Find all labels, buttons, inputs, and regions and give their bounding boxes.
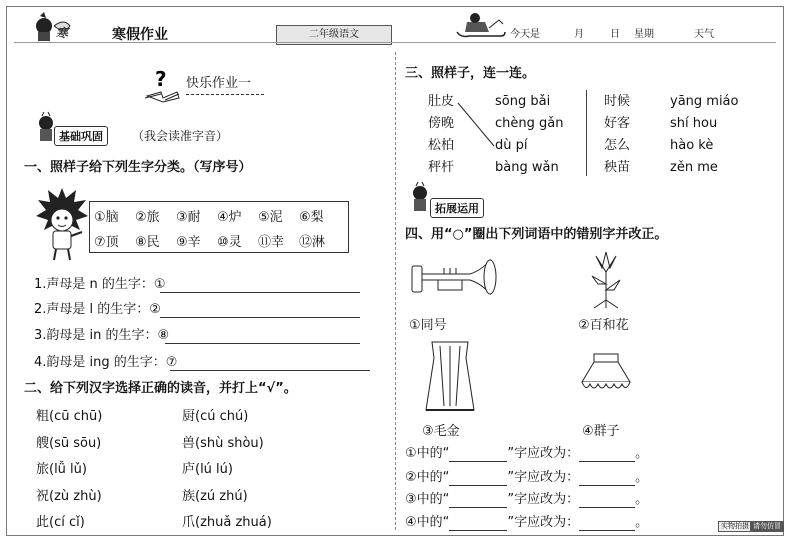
match-word[interactable]: 松柏 (428, 138, 455, 153)
q1-item-label: 1.声母是 n 的生字： (34, 277, 154, 292)
q1-item (34, 277, 166, 293)
q2-title: 二、给下列汉字选择正确的读音，并打上“√”。 (24, 381, 297, 396)
weather-label: 天气 (694, 29, 714, 40)
trumpet-icon (410, 258, 506, 302)
correct-char-blank[interactable] (579, 518, 635, 531)
match-word[interactable]: 秧苗 (604, 160, 631, 175)
correction-row (405, 492, 648, 508)
row-middle: ”字应改为： (507, 515, 580, 530)
column-divider (395, 52, 396, 530)
match-divider (586, 90, 587, 176)
wrong-char-blank[interactable] (449, 449, 507, 462)
q1-answer-line[interactable] (160, 292, 360, 293)
image-caption: ②百和花 (578, 318, 629, 333)
row-end: 。 (635, 446, 649, 461)
q1-item-label: 2.声母是 l 的生字： (34, 302, 150, 317)
row-prefix: ③中的“ (405, 492, 450, 507)
lily-flower-icon (580, 250, 630, 310)
title-underline (186, 94, 264, 95)
cartoon-boy-icon (36, 186, 88, 262)
page-title: 快乐作业一 (186, 76, 252, 91)
grid-row-1 (94, 206, 344, 225)
match-pinyin[interactable]: yāng miáo (670, 94, 739, 109)
grid-char: ①脑 (94, 210, 119, 225)
grid-char: ②旅 (135, 210, 160, 225)
q1-item-label: 4.韵母是 ing 的生字： (34, 355, 166, 370)
header-divider (14, 42, 776, 43)
match-pinyin[interactable]: sōng bǎi (495, 94, 551, 109)
q1-title: 一、照样子给下列生字分类。（写序号） (24, 160, 252, 175)
grid-char: ⑨辛 (176, 235, 201, 250)
match-word[interactable]: 怎么 (604, 138, 631, 153)
row-middle: ”字应改为： (507, 492, 580, 507)
wrong-char-blank[interactable] (449, 495, 507, 508)
q1-item-example: ② (149, 302, 161, 317)
q1-item-example: ⑧ (157, 328, 170, 343)
row-end: 。 (635, 492, 649, 507)
q1-item (34, 302, 161, 318)
q2-item[interactable]: 旅(lǚ lǔ) (36, 462, 87, 477)
badge-basic: 基础巩固 (54, 126, 108, 146)
match-word[interactable]: 肚皮 (428, 94, 455, 109)
grid-char: ⑩灵 (217, 235, 242, 250)
weekday-label: 星期 (634, 29, 654, 40)
q2-item[interactable]: 爪(zhuǎ zhuá) (182, 515, 272, 530)
grid-char: ③耐 (176, 210, 201, 225)
correction-row (405, 446, 648, 462)
match-word[interactable]: 好客 (604, 116, 631, 131)
row-end: 。 (635, 515, 649, 530)
q1-item (34, 328, 169, 344)
correct-char-blank[interactable] (579, 449, 635, 462)
image-caption: ③毛金 (422, 424, 460, 439)
q1-answer-line[interactable] (170, 370, 370, 371)
match-word[interactable]: 傍晚 (428, 116, 455, 131)
badge-note: （我会读准字音） (132, 129, 229, 143)
wrong-char-blank[interactable] (449, 518, 507, 531)
row-prefix: ①中的“ (405, 446, 450, 461)
q1-answer-line[interactable] (165, 343, 360, 344)
character-grid (89, 201, 349, 253)
footer-badge-genuine: 请勿仿冒 (750, 521, 784, 532)
match-pinyin[interactable]: bàng wǎn (495, 160, 559, 175)
grid-char: ⑧民 (135, 235, 160, 250)
q2-item[interactable]: 庐(lú lú) (182, 462, 233, 477)
row-middle: ”字应改为： (507, 446, 580, 461)
logo-text: 寒假作业 (112, 27, 168, 43)
grid-char: ⑥梨 (299, 210, 324, 225)
match-pinyin[interactable]: zěn me (670, 160, 718, 175)
date-prompt: 今天是 (510, 29, 540, 40)
match-word[interactable]: 时候 (604, 94, 631, 109)
month-label: 月 (574, 29, 584, 40)
blanket-icon (422, 340, 478, 414)
correct-char-blank[interactable] (579, 473, 635, 486)
mascot-badge-icon (408, 184, 432, 214)
question-book-icon (143, 66, 183, 100)
image-caption: ①同号 (409, 318, 447, 333)
q1-item-example: ⑦ (165, 355, 178, 370)
grid-char: ⑫淋 (299, 235, 326, 250)
q2-item[interactable]: 粗(cū chū) (36, 409, 103, 424)
q2-item[interactable]: 厨(cú chú) (182, 409, 249, 424)
match-word[interactable]: 秤杆 (428, 160, 455, 175)
q2-item[interactable]: 族(zú zhú) (182, 489, 248, 504)
day-label: 日 (610, 29, 620, 40)
q1-item-label: 3.韵母是 in 的生字： (34, 328, 158, 343)
footer-badge-photo: 实物拍摄 (718, 521, 752, 532)
q2-item[interactable]: 祝(zù zhù) (36, 489, 102, 504)
q4-title: 四、用“○”圈出下列词语中的错别字并改正。 (405, 227, 668, 242)
wrong-char-blank[interactable] (449, 473, 507, 486)
grid-char: ④炉 (217, 210, 242, 225)
q1-answer-line[interactable] (160, 317, 360, 318)
match-pinyin[interactable]: hào kè (670, 138, 714, 153)
row-middle: ”字应改为： (507, 470, 580, 485)
row-end: 。 (635, 470, 649, 485)
match-pinyin[interactable]: shí hou (670, 116, 718, 131)
q1-item (34, 355, 177, 371)
correction-row (405, 515, 648, 531)
grid-char: ⑪幸 (258, 235, 285, 250)
skirt-icon (578, 352, 634, 396)
grid-char: ⑦顶 (94, 235, 119, 250)
grid-row-2 (94, 231, 344, 250)
match-pinyin[interactable]: dù pí (495, 138, 528, 153)
row-prefix: ④中的“ (405, 515, 450, 530)
correction-row (405, 470, 648, 486)
sleigh-icon (455, 10, 507, 40)
row-prefix: ②中的“ (405, 470, 450, 485)
correct-char-blank[interactable] (579, 495, 635, 508)
q2-item[interactable]: 艘(sū sōu) (36, 436, 102, 451)
q1-item-example: ① (153, 277, 166, 292)
svg-text:?: ? (155, 67, 167, 91)
q3-title: 三、照样子，连一连。 (405, 66, 536, 81)
match-pinyin[interactable]: chèng gǎn (495, 116, 564, 131)
grade-label: 二年级语文 (276, 25, 392, 45)
q2-item[interactable]: 此(cí cǐ) (36, 515, 85, 530)
q2-item[interactable]: 兽(shù shòu) (182, 436, 264, 451)
grid-char: ⑤泥 (258, 210, 283, 225)
date-line (510, 27, 740, 43)
image-caption: ④群子 (582, 424, 620, 439)
example-connector-line (0, 0, 1, 1)
badge-extend: 拓展运用 (430, 198, 484, 218)
logo-script: 寒 (56, 26, 69, 40)
